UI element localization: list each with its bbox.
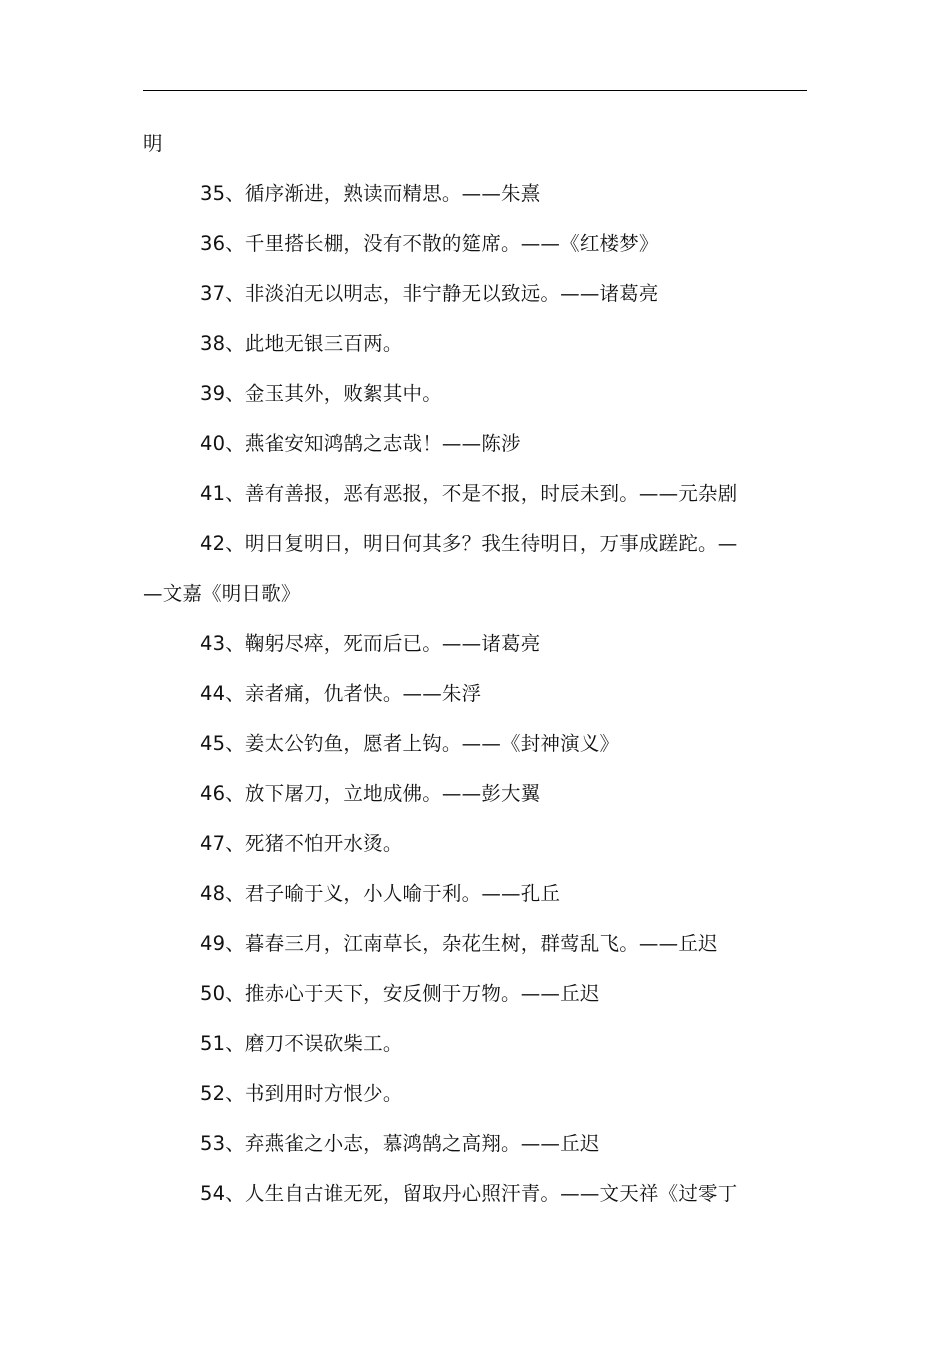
text-lines (143, 119, 807, 1219)
header-rule (143, 90, 807, 91)
text-line: 43、鞠躬尽瘁，死而后已。——诸葛亮 (200, 632, 541, 655)
text-line: 39、金玉其外，败絮其中。 (200, 382, 442, 405)
text-line: 44、亲者痛，仇者快。——朱浮 (200, 682, 482, 705)
text-line: 54、人生自古谁无死，留取丹心照汗青。——文天祥《过零丁 (200, 1182, 738, 1205)
text-line: 42、明日复明日，明日何其多？我生待明日，万事成蹉跎。— (200, 532, 738, 555)
text-line: 48、君子喻于义，小人喻于利。——孔丘 (200, 882, 561, 905)
text-line: 45、姜太公钓鱼，愿者上钩。——《封神演义》 (200, 732, 620, 755)
text-line: 40、燕雀安知鸿鹄之志哉！——陈涉 (200, 432, 521, 455)
text-line: 38、此地无银三百两。 (200, 332, 403, 355)
text-line: 36、千里搭长棚，没有不散的筵席。——《红楼梦》 (200, 232, 659, 255)
text-line: 52、书到用时方恨少。 (200, 1082, 403, 1105)
text-line: 53、弃燕雀之小志，慕鸿鹄之高翔。——丘迟 (200, 1132, 600, 1155)
text-line: 49、暮春三月，江南草长，杂花生树，群莺乱飞。——丘迟 (200, 932, 718, 955)
text-line: 41、善有善报，恶有恶报，不是不报，时辰未到。——元杂剧 (200, 482, 738, 505)
text-line: —文嘉《明日歌》 (143, 582, 301, 605)
text-line: 50、推赤心于天下，安反侧于万物。——丘迟 (200, 982, 600, 1005)
text-line: 37、非淡泊无以明志，非宁静无以致远。——诸葛亮 (200, 282, 659, 305)
text-line: 明 (143, 132, 163, 155)
text-line: 47、死猪不怕开水烫。 (200, 832, 403, 855)
text-line: 35、循序渐进，熟读而精思。——朱熹 (200, 182, 541, 205)
text-line: 46、放下屠刀，立地成佛。——彭大翼 (200, 782, 541, 805)
text-line: 51、磨刀不误砍柴工。 (200, 1032, 403, 1055)
